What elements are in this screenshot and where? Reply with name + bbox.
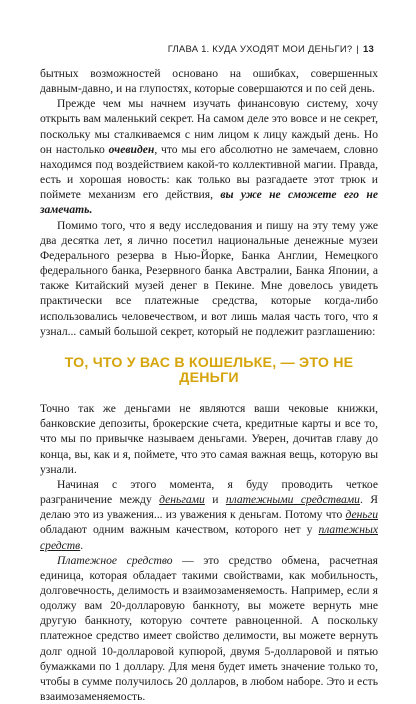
paragraph-2-emphasis-a: очевиден — [108, 142, 155, 156]
paragraph-2-emphasis-b: вы уже не сможете его не замечать. — [40, 188, 378, 217]
paragraph-4 — [40, 401, 378, 477]
paragraph-3 — [40, 218, 378, 339]
paragraph-5-text-c: . Я делаю это из уважения... из уважения к деньгам. Потому что — [40, 493, 378, 522]
paragraph-1 — [40, 66, 378, 96]
page-number: 13 — [363, 44, 374, 55]
running-header — [0, 44, 374, 55]
paragraph-2 — [40, 96, 378, 217]
paragraph-2-text-a: Прежде чем мы начнем изучать финансовую систему, хочу открыть вам маленький секрет. На самом деле это вовсе и не секрет, поскольку мы сталкиваемся с ним лицом к лицу каждый день. Но он настолько — [40, 97, 378, 156]
paragraph-5-emphasis-c: деньги — [345, 508, 378, 522]
chapter-title: ГЛАВА 1. КУДА УХОДЯТ МОИ ДЕНЬГИ? — [167, 44, 353, 55]
paragraph-4-text: Точно так же деньгами не являются ваши чековые книжки, банковские депозиты, брокерские счета, кредитные карты и все то, что мы по привычке называем деньгами. Уверен, дочитав главу до конца, вы, как и я, поймете, что это самая важная вещь, которую вы узнали. — [40, 402, 378, 476]
section-heading: ТО, ЧТО У ВАС В КОШЕЛЬКЕ, — ЭТО НЕ ДЕНЬГИ — [64, 354, 354, 386]
page-body — [40, 66, 378, 704]
paragraph-6 — [40, 553, 378, 704]
paragraph-2-text-b: , что мы его абсолютно не замечаем, словно находимся под воздействием какой-то коллективной магии. Правда, есть и хорошая новость: как только вы разгадаете этот трюк и поймете механизм его действия, — [40, 142, 379, 202]
paragraph-6-text-a: — это средство обмена, расчетная единица, которая обладает такими свойствами, как мобильность, долговечность, делимость и взаимозаменяемость. Например, если я одолжу вам 20-долларовую банкноту, вы можете вернуть мне другую банкноту, которую сочтете равноценной. А поскольку платежное средство имеет свойство делимости, вы можете вернуть долг одной 10-долларовой купюрой, двумя 5-долларовой и пятью бумажками по 1 доллару. Для меня будет иметь значение только то, чтобы в сумме получилось 20 долларов, в любом наборе. Это и есть взаимозаменяемость. — [40, 553, 378, 704]
paragraph-5-emphasis-d: платежных средств — [40, 523, 378, 552]
paragraph-5 — [40, 477, 378, 553]
paragraph-5-text-e: . — [80, 538, 84, 552]
paragraph-5-text-a: Начиная с этого момента, я буду проводить четкое разграничение между — [40, 477, 378, 507]
paragraph-6-emphasis-a: Платежное средство — [57, 553, 173, 567]
paragraph-5-text-b: и — [204, 493, 226, 507]
paragraph-5-text-d: обладают одним важным качеством, которого нет у — [40, 523, 319, 537]
header-separator: | — [356, 44, 360, 55]
paragraph-1-text: бытных возможностей основано на ошибках, совершенных давным-давно, и на глупостях, которые совершаются и по сей день. — [40, 67, 378, 96]
paragraph-5-emphasis-b: платежными средствами — [225, 493, 360, 507]
paragraph-5-emphasis-a: деньгами — [159, 493, 205, 507]
paragraph-3-text: Помимо того, что я веду исследования и пишу на эту тему уже два десятка лет, я лично посетил национальные денежные музеи Федерального резерва в Нью-Йорке, Банка Англии, Немецкого федерального банка, Резервного банка Австралии, Банка Японии, а также Китайский музей денег в Пекине. Мне довелось увидеть практически все платежные средства, которые когда-либо использовались человечеством, и вот лишь малая часть того, что я узнал... самый большой секрет, который не подлежит разглашению: — [40, 218, 378, 338]
